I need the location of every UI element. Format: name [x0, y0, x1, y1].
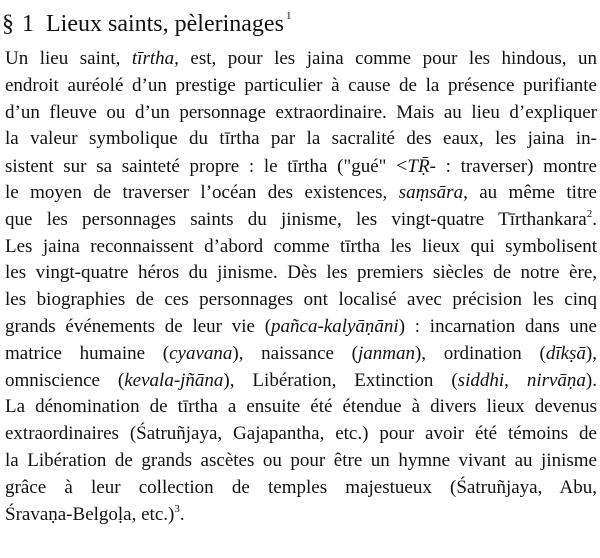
text-line	[5, 73, 597, 100]
text-run: sistent sur sa sainteté propre : le tīrtha ("gué"	[5, 156, 397, 178]
text-run: que les personnages saints du jinisme, les vingt-quatre Tīrthankara	[5, 208, 587, 230]
italic-term: siddhi	[457, 369, 505, 391]
text-line	[5, 448, 597, 475]
italic-term: cyavana	[169, 342, 233, 364]
section-sign: §	[2, 11, 14, 37]
text-run: , est, pour les jaina comme pour les hindous, un	[174, 48, 597, 69]
text-run: ).	[585, 369, 597, 391]
text-line	[5, 502, 597, 529]
text-line	[5, 153, 597, 180]
text-line	[5, 234, 597, 261]
text-line	[5, 394, 597, 421]
text-run: matrice humaine (	[5, 342, 170, 364]
italic-term: janman	[357, 342, 415, 364]
text-run: grands événements de leur vie (	[5, 315, 272, 337]
text-run: Un lieu saint,	[5, 48, 132, 69]
text-line	[5, 421, 597, 448]
italic-term: dīkṣā	[545, 342, 586, 364]
text-run: ), ordination (	[414, 342, 546, 364]
footnote-ref: 2	[586, 207, 593, 220]
text-run: Les jaina reconnaissent d’abord comme tīrtha les lieux qui symbolisent	[5, 235, 597, 257]
text-run: La dénomination de tīrtha a ensuite été étendue à divers lieux devenus	[5, 396, 597, 418]
italic-term: pañca-kalyāṇāni	[271, 315, 399, 337]
text-run: ) : incarnation dans une	[398, 315, 597, 337]
text-line	[5, 368, 597, 395]
text-line	[5, 126, 597, 153]
text-run: les biographies de ces personnages ont localisé avec précision les cinq	[5, 289, 597, 311]
text-line	[5, 314, 597, 341]
body-paragraph	[5, 46, 597, 528]
text-run: ), naissance (	[232, 342, 358, 364]
footnote-ref-1: 1	[285, 10, 292, 22]
text-run: ), Libération, Extinction (	[223, 369, 458, 391]
section-title: Lieux saints, pèlerinages	[46, 11, 284, 37]
text-line	[5, 207, 597, 234]
text-line	[5, 475, 597, 502]
text-run: .	[592, 208, 597, 230]
text-run: .	[179, 503, 185, 525]
italic-term: TṜ	[407, 156, 430, 178]
text-run: les vingt-quatre héros du jinisme. Dès les premiers siècles de notre ère,	[5, 262, 597, 284]
text-run: la Libération de grands ascètes ou pour être un hymne vivant au jinisme	[5, 449, 597, 471]
text-line	[5, 287, 597, 314]
italic-term: tīrtha	[131, 48, 175, 69]
text-run: , au même titre	[463, 181, 597, 203]
text-run: - : traverser) montre	[429, 156, 597, 178]
text-line	[5, 100, 597, 127]
section-heading	[2, 1, 291, 39]
text-run: endroit auréolé d’un prestige particulier à cause de la présence purifiante	[5, 74, 597, 96]
text-line	[5, 46, 597, 73]
text-run: le moyen de traverser l’océan des existences,	[5, 181, 399, 203]
text-run: la valeur symbolique du tīrtha par la sacralité des eaux, les jaina in-	[5, 128, 597, 150]
text-run: ,	[504, 369, 527, 391]
text-line	[5, 180, 597, 207]
italic-term: kevala-jñāna	[124, 369, 224, 391]
footnote-ref: 3	[174, 502, 180, 515]
text-run: extraordinaires (Śatruñjaya, Gajapantha, etc.) pour avoir été témoins de	[5, 423, 597, 445]
derivation-sign: <	[396, 155, 408, 178]
italic-term: saṃsāra	[398, 181, 464, 203]
text-line	[5, 341, 597, 368]
text-run: d’un fleuve ou d’un personnage extraordinaire. Mais au lieu d’expliquer	[5, 101, 597, 123]
text-run: grâce à leur collection de temples majestueux (Śatruñjaya, Abu,	[5, 476, 597, 498]
section-number: 1	[22, 11, 34, 37]
text-run: ),	[585, 342, 597, 364]
text-run: omniscience (	[5, 369, 125, 391]
text-line	[5, 260, 597, 287]
italic-term: nirvāṇa	[526, 369, 586, 391]
text-run: Śravaṇa-Belgoḷa, etc.)	[5, 503, 175, 525]
